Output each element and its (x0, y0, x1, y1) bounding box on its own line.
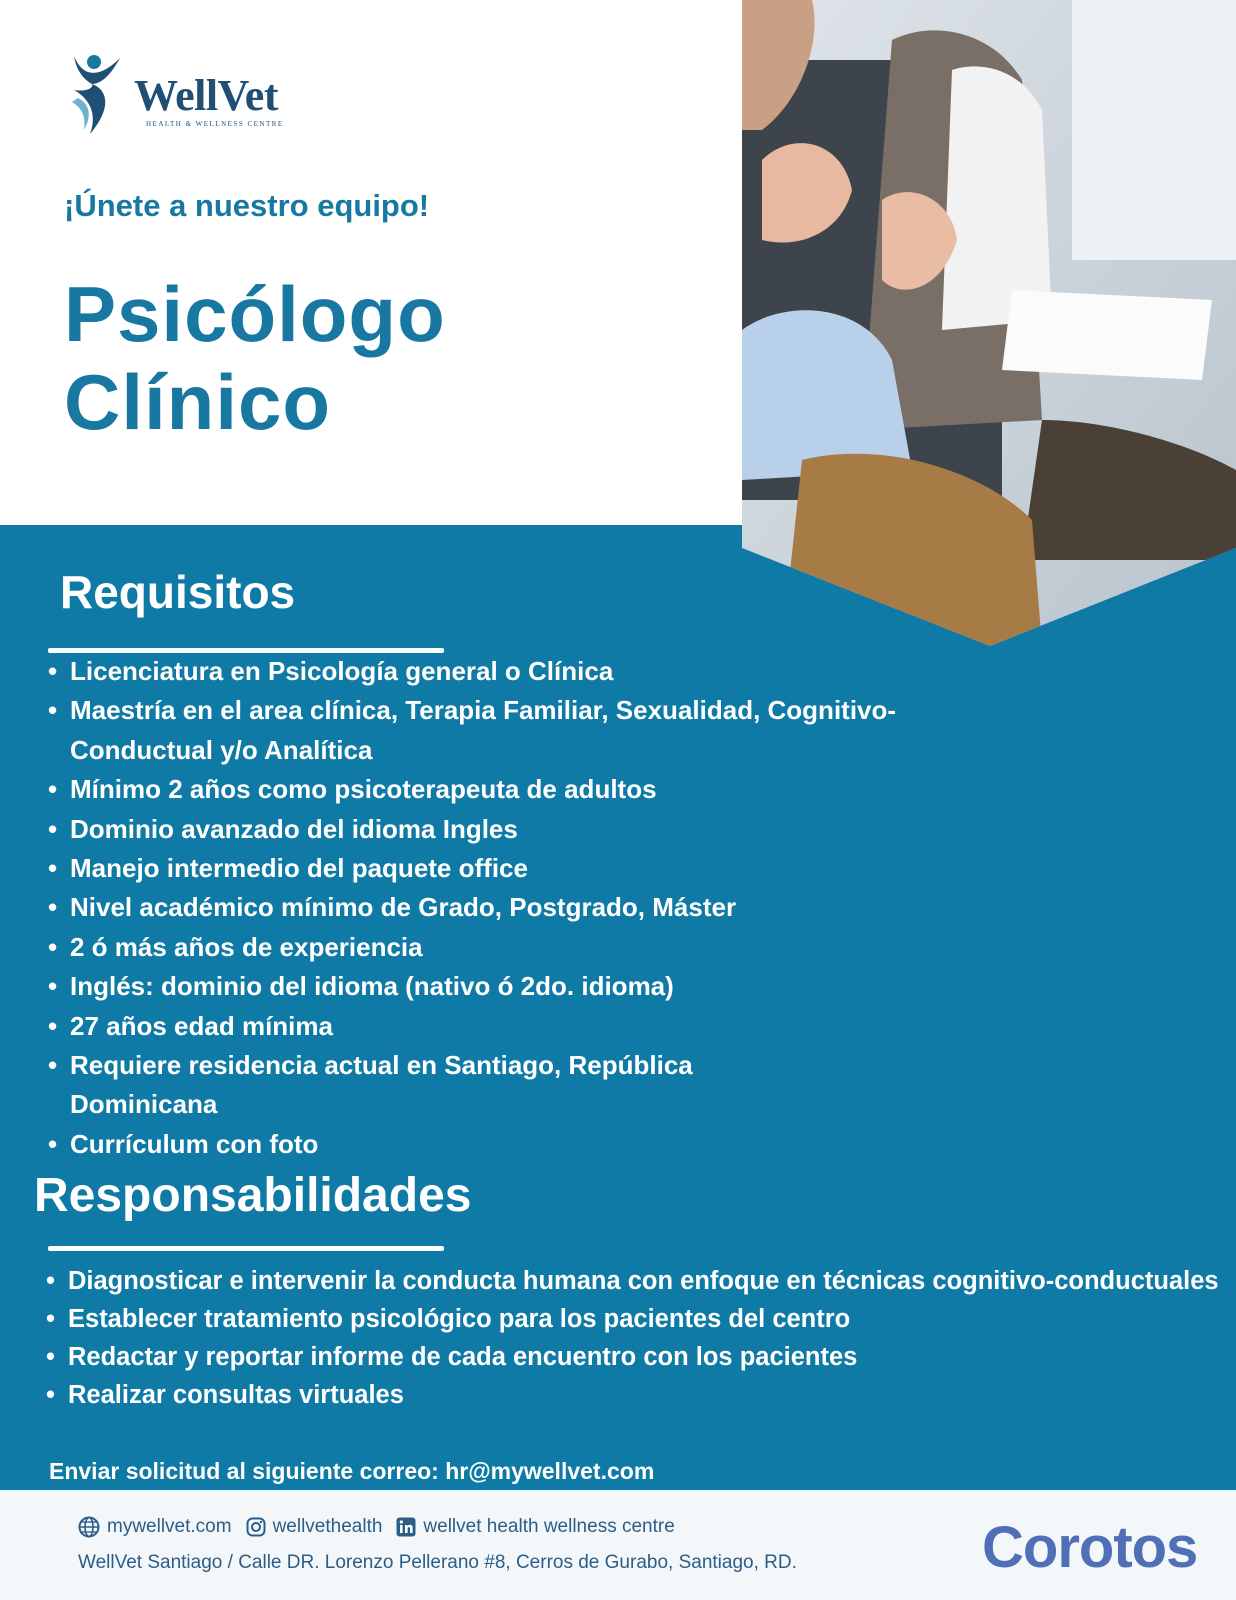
job-title-line-1: Psicólogo (64, 270, 446, 358)
linkedin-link[interactable] (396, 1516, 674, 1538)
tagline: ¡Únete a nuestro equipo! (64, 188, 430, 223)
list-item: • Nivel académico mínimo de Grado, Postgrado, Máster (48, 888, 908, 927)
instagram-icon (246, 1517, 266, 1537)
instagram-link[interactable] (246, 1516, 383, 1538)
list-item: • 27 años edad mínima (48, 1007, 908, 1046)
application-email-line: Enviar solicitud al siguiente correo: hr@mywellvet.com (49, 1458, 655, 1484)
job-title (64, 270, 446, 446)
list-item: • Inglés: dominio del idioma (nativo ó 2do. idioma) (48, 967, 908, 1006)
therapy-session-photo (742, 0, 1236, 646)
job-title-line-2: Clínico (64, 358, 332, 446)
globe-icon (78, 1516, 100, 1538)
wellvet-logo (68, 50, 328, 150)
list-item: • Currículum con foto (48, 1125, 908, 1164)
footer-contacts (78, 1516, 689, 1538)
linkedin-icon (396, 1517, 416, 1537)
list-item: • Mínimo 2 años como psicoterapeuta de adultos (48, 770, 908, 809)
list-item: • Dominio avanzado del idioma Ingles (48, 810, 908, 849)
list-item: • Maestría en el area clínica, Terapia Familiar, Sexualidad, Cognitivo-Conductual y/o Analítica (48, 691, 908, 770)
list-item: • Requiere residencia actual en Santiago, República Dominicana (48, 1046, 808, 1125)
list-item: • Realizar consultas virtuales (46, 1376, 1226, 1414)
list-item: • Establecer tratamiento psicológico para los pacientes del centro (46, 1300, 1226, 1338)
instagram-text: wellvethealth (272, 1516, 383, 1537)
linkedin-text: wellvet health wellness centre (423, 1516, 675, 1537)
requirements-list (48, 652, 908, 1164)
corotos-watermark: Corotos (982, 1515, 1198, 1580)
logo-wordmark: WellVet (134, 71, 278, 120)
list-item: • Licenciatura en Psicología general o Clínica (48, 652, 908, 691)
logo-subtitle: HEALTH & WELLNESS CENTRE (146, 120, 284, 128)
footer-address: WellVet Santiago / Calle DR. Lorenzo Pellerano #8, Cerros de Gurabo, Santiago, RD. (78, 1552, 797, 1573)
website-text: mywellvet.com (107, 1516, 232, 1537)
logo-figure-icon (68, 50, 132, 140)
list-item: • Redactar y reportar informe de cada encuentro con los pacientes (46, 1338, 1226, 1376)
responsibilities-heading: Responsabilidades (34, 1169, 472, 1222)
list-item: • Manejo intermedio del paquete office (48, 849, 908, 888)
requirements-heading: Requisitos (60, 566, 296, 618)
list-item: • 2 ó más años de experiencia (48, 928, 908, 967)
website-link[interactable] (78, 1516, 232, 1538)
list-item: • Diagnosticar e intervenir la conducta humana con enfoque en técnicas cognitivo-conductuales (46, 1262, 1226, 1300)
responsibilities-list (46, 1262, 1226, 1414)
responsibilities-divider (48, 1246, 444, 1251)
